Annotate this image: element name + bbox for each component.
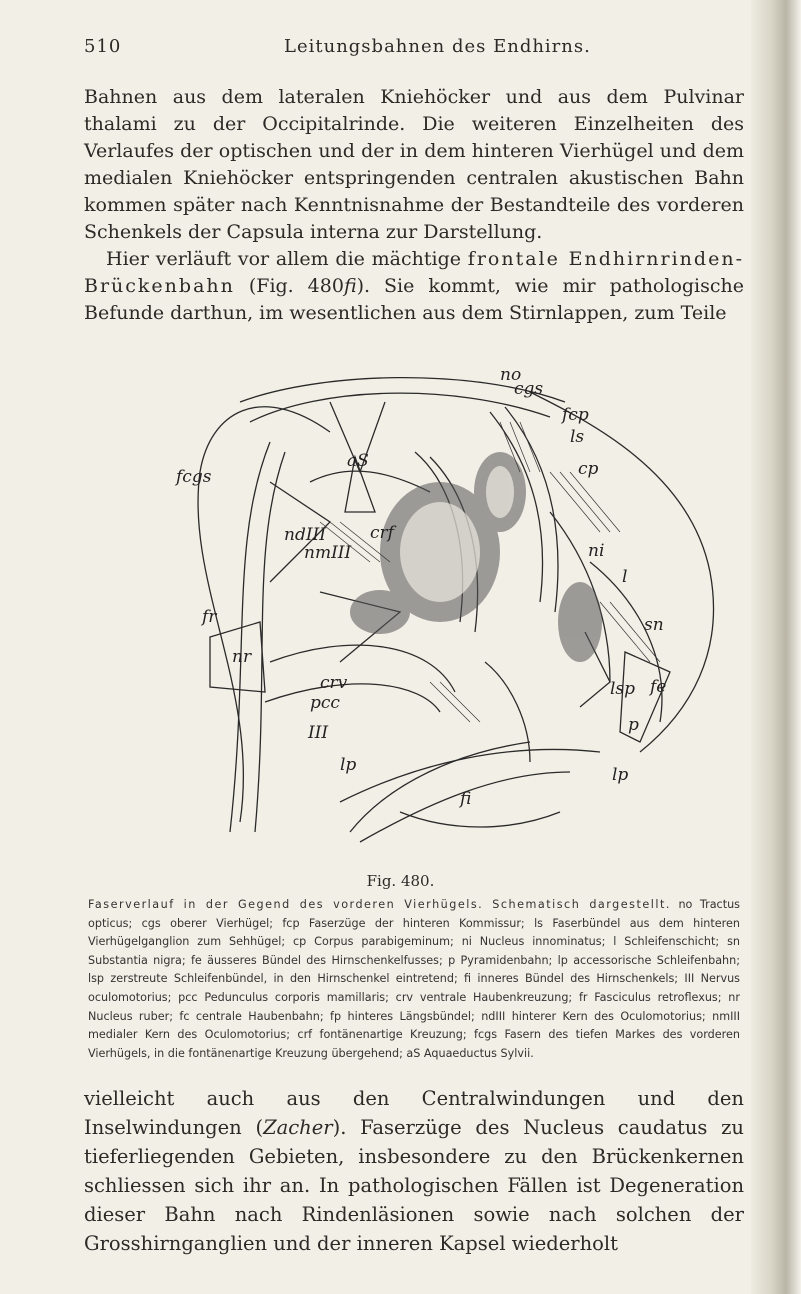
- label-fe: fe: [650, 677, 667, 697]
- label-lp-right: lp: [612, 765, 629, 785]
- label-fcp: fcp: [562, 405, 589, 425]
- label-sn: sn: [644, 615, 664, 635]
- para2-fig-ref-italic: fi: [343, 275, 357, 297]
- label-l: l: [622, 567, 628, 587]
- label-nr: nr: [232, 647, 252, 667]
- page-edge-shadow: [751, 0, 801, 1294]
- label-crf: crf: [370, 523, 394, 543]
- label-as: aS: [347, 451, 369, 471]
- label-iii: III: [308, 723, 329, 743]
- intro-text: [84, 84, 744, 327]
- legend-text: no Tractus opticus; cgs oberer Vierhügel; fcp Faserzüge der hinteren Kommissur; ls Faserbündel aus dem hinteren Vierhügelganglion zum Sehhügel; cp Corpus parabigeminum; ni Nucleus innominatus; l Schleifenschicht; sn Substantia nigra; fe äusseres Bündel des Hirnschenkelfusses; p Pyramidenbahn; lp accessorische Schleifenbahn; lsp zerstreute Schleifenbündel, in den Hirnschenkel eintretend; fi inneres Bündel des Hirnschenkels; III Nervus oculomotorius; pcc Pedunculus corporis mamillaris; crv ventrale Haubenkreuzung; fr Fasciculus retroflexus; nr Nucleus ruber; fc centrale Haubenbahn; fp hinteres Längsbündel; ndIII hinterer Kern des Oculomotorius; nmIII medialer Kern des Oculomotorius; crf fontänenartige Kreuzung; fcgs Fasern des tiefen Markes des vorderen Vierhügels, in die fontänenartige Kreuzung übergehend; aS Aquaeductus Sylvii.: [88, 898, 741, 1060]
- label-ndiii: ndIII: [284, 525, 326, 545]
- outro-author: Zacher: [263, 1116, 333, 1139]
- para2-fig-ref: (Fig. 480: [248, 275, 344, 297]
- figure-480: [170, 362, 730, 862]
- outro-post: ). Faserzüge des Nucleus caudatus zu tieferliegenden Gebieten, insbesondere zu den Brückenkernen schliessen sich ihr an. In pathologischen Fällen ist Degeneration dieser Bahn nach Rindenläsionen sowie nach solchen der Grosshirnganglien und der inneren Kapsel wiederholt: [84, 1116, 744, 1255]
- label-fr: fr: [202, 607, 217, 627]
- page-number: 510: [84, 36, 122, 57]
- figure-legend: [88, 896, 740, 1063]
- para2-fig-ref-close: ).: [356, 275, 371, 297]
- outro-pre: vielleicht auch aus den Centralwindungen und den Inselwindungen (: [84, 1087, 744, 1139]
- legend-lead: Faserverlauf in der Gegend des vorderen Vierhügels. Schematisch dargestellt.: [88, 898, 671, 911]
- page-header: [84, 36, 764, 62]
- label-lsp: lsp: [610, 679, 636, 699]
- label-fcgs: fcgs: [176, 467, 212, 487]
- intro-paragraph-2: [84, 246, 744, 327]
- intro-paragraph-1: Bahnen aus dem lateralen Kniehöcker und aus dem Pulvinar thalami zu der Occipitalrinde. Die weiteren Einzelheiten des Verlaufes der optischen und der in dem hinteren Vierhügel und dem medialen Kniehöcker entspringenden centralen akustischen Bahn kommen später nach Kenntnisnahme der Bestandteile des vorderen Schenkels der Capsula interna zur Darstellung.: [84, 86, 744, 243]
- label-ls: ls: [570, 427, 585, 447]
- label-cgs: cgs: [514, 379, 544, 399]
- brain-section-diagram: [170, 362, 730, 862]
- para2-post: Sie kommt, wie mir pathologische Befunde darthun, im wesentlichen aus dem Stirnlappen, zum Teile: [84, 275, 744, 324]
- para2-spaced-term: frontale Endhirnrinden-Brückenbahn: [84, 248, 744, 297]
- label-p: p: [628, 715, 639, 735]
- figure-title: Fig. 480.: [366, 872, 435, 890]
- label-lp-left: lp: [340, 755, 357, 775]
- label-crv: crv: [320, 673, 348, 693]
- outro-paragraph: [84, 1084, 744, 1258]
- label-pcc: pcc: [310, 693, 340, 713]
- label-fi: fi: [460, 789, 472, 809]
- label-ni: ni: [588, 541, 605, 561]
- label-no: no: [500, 365, 522, 385]
- running-head: Leitungsbahnen des Endhirns.: [284, 36, 591, 57]
- label-nmiii: nmIII: [304, 543, 352, 563]
- legend-paragraph: [88, 896, 740, 1063]
- para2-pre: Hier verläuft vor allem die mächtige: [106, 248, 461, 270]
- label-cp: cp: [578, 459, 599, 479]
- outro-text: [84, 1084, 744, 1258]
